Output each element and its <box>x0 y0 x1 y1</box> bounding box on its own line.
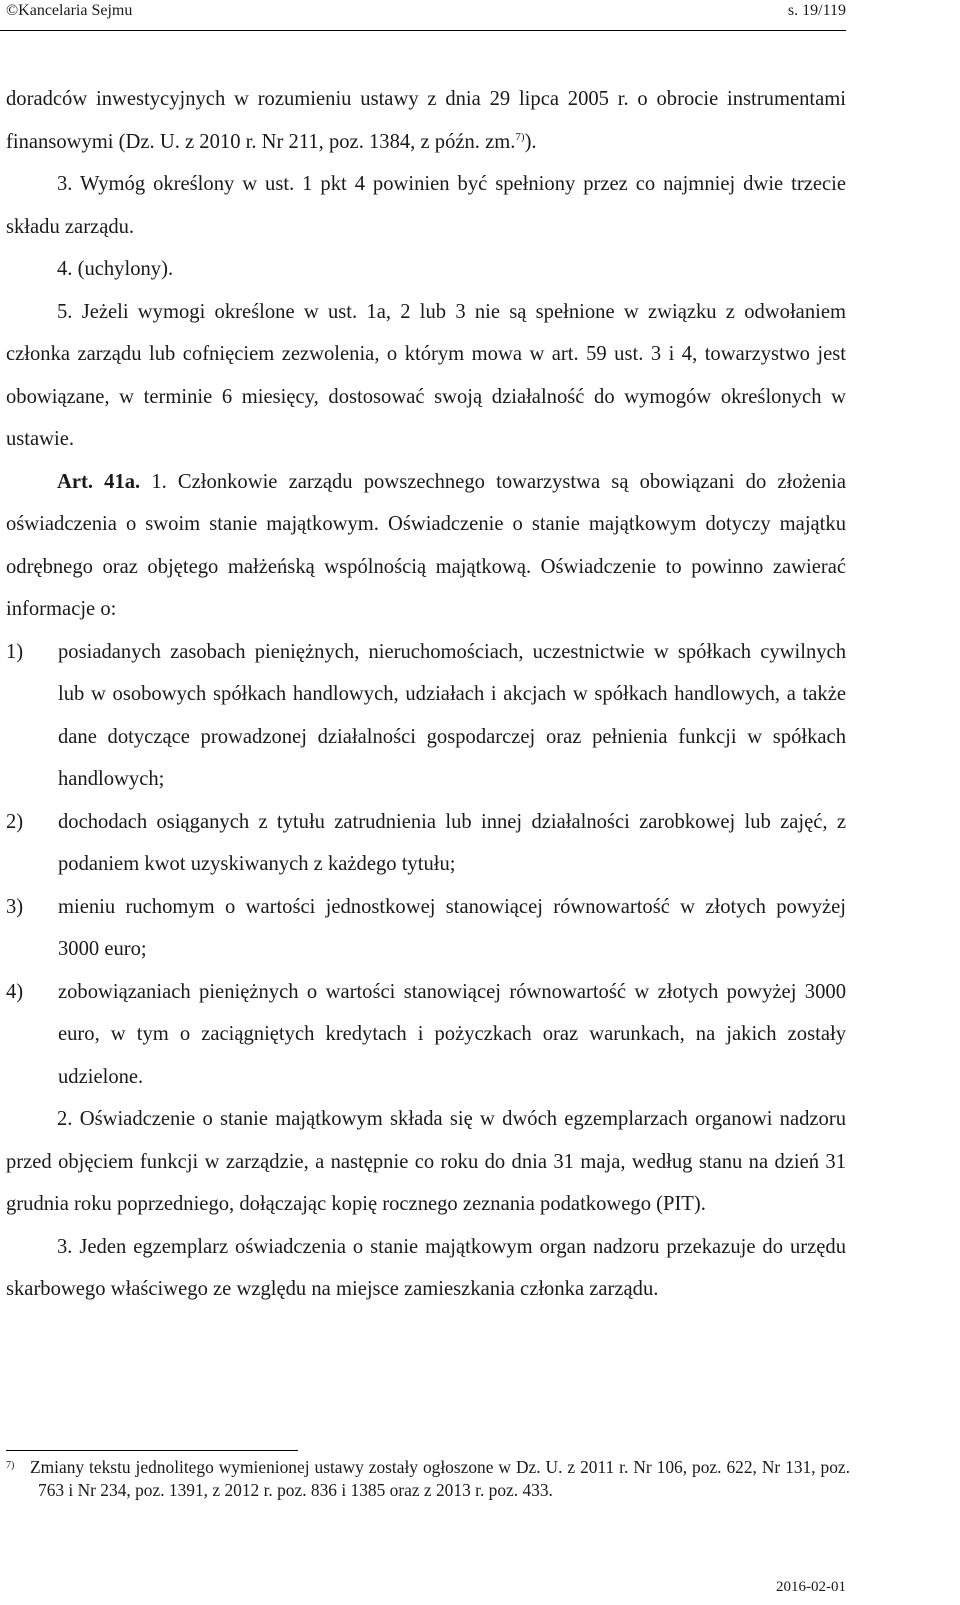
paragraph-continuation: doradców inwestycyjnych w rozumieniu ustawy z dnia 29 lipca 2005 r. o obrocie instrumentami finansowymi (Dz. U. z 2010 r. Nr 211, poz. 1384, z późn. zm.$^{7)}$). <box>6 88 846 153</box>
paragraph-ust-2: 2. Oświadczenie o stanie majątkowym składa się w dwóch egzemplarzach organowi nadzoru przed objęciem funkcji w zarządzie, a następnie co roku do dnia 31 maja, według stanu na dzień 31 grudnia roku poprzedniego, dołączając kopię rocznego zeznania podatkowego (PIT). <box>6 1108 846 1215</box>
document-body <box>6 78 846 1311</box>
article-41a: Art. 41a. 1. Członkowie zarządu powszechnego towarzystwa są obowiązani do złożenia oświadczenia o swoim stanie majątkowym. Oświadczenie o stanie majątkowym dotyczy majątku odrębnego oraz objętego małżeńską wspólnością majątkową. Oświadczenie to powinno zawierać informacje o: <box>6 470 846 620</box>
footnote-divider <box>6 1450 298 1451</box>
list-number: 1) <box>6 640 24 663</box>
footnote-text: Zmiany tekstu jednolitego wymienionej ustawy zostały ogłoszone w Dz. U. z 2011 r. Nr 106, poz. 622, Nr 131, poz. 763 i Nr 234, poz. 1391, z 2012 r. poz. 836 i 1385 oraz z 2013 r. poz. 433. <box>30 1457 850 1500</box>
footnote <box>6 1456 850 1502</box>
page-header <box>0 0 846 31</box>
list-text: mieniu ruchomym o wartości jednostkowej stanowiącej równowartość w złotych powyżej 3000 euro; <box>58 895 846 960</box>
list-item <box>6 631 846 801</box>
paragraph-ust-4: 4. (uchylony). <box>57 258 174 280</box>
list-item <box>6 971 846 1099</box>
footer-date: 2016-02-01 <box>776 1579 846 1595</box>
list-text: dochodach osiąganych z tytułu zatrudnienia lub innej działalności zarobkowej lub zajęć, z podaniem kwot uzyskiwanych z każdego tytułu; <box>58 810 846 875</box>
article-label: Art. 41a. <box>57 470 141 493</box>
list-number: 3) <box>6 895 24 918</box>
paragraph-ust-3: 3. Wymóg określony w ust. 1 pkt 4 powinien być spełniony przez co najmniej dwie trzecie składu zarządu. <box>6 173 846 238</box>
list-item <box>6 886 846 971</box>
source-label: ©Kancelaria Sejmu <box>6 2 133 19</box>
list-item <box>6 801 846 886</box>
paragraph-ust-3-art-41a: 3. Jeden egzemplarz oświadczenia o stanie majątkowym organ nadzoru przekazuje do urzędu skarbowego właściwego ze względu na miejsce zamieszkania członka zarządu. <box>6 1235 846 1300</box>
page-number: s. 19/119 <box>787 2 846 19</box>
footnote-reference: 7) <box>515 130 525 143</box>
list-text: posiadanych zasobach pieniężnych, nieruchomościach, uczestnictwie w spółkach cywilnych lub w osobowych spółkach handlowych, udziałach i akcjach w spółkach handlowych, a także dane dotyczące prowadzonej działalności gospodarczej oraz pełnienia funkcji w spółkach handlowych; <box>58 640 846 790</box>
list-text: zobowiązaniach pieniężnych o wartości stanowiącej równowartość w złotych powyżej 3000 euro, w tym o zaciągniętych kredytach i pożyczkach oraz warunkach, na jakich zostały udzielone. <box>58 980 846 1088</box>
footnote-mark: 7) <box>6 1460 15 1471</box>
paragraph-ust-5: 5. Jeżeli wymogi określone w ust. 1a, 2 lub 3 nie są spełnione w związku z odwołaniem członka zarządu lub cofnięciem zezwolenia, o którym mowa w art. 59 ust. 3 i 4, towarzystwo jest obowiązane, w terminie 6 miesięcy, dostosować swoją działalność do wymogów określonych w ustawie. <box>6 300 846 450</box>
list-number: 4) <box>6 980 24 1003</box>
list-number: 2) <box>6 810 24 833</box>
